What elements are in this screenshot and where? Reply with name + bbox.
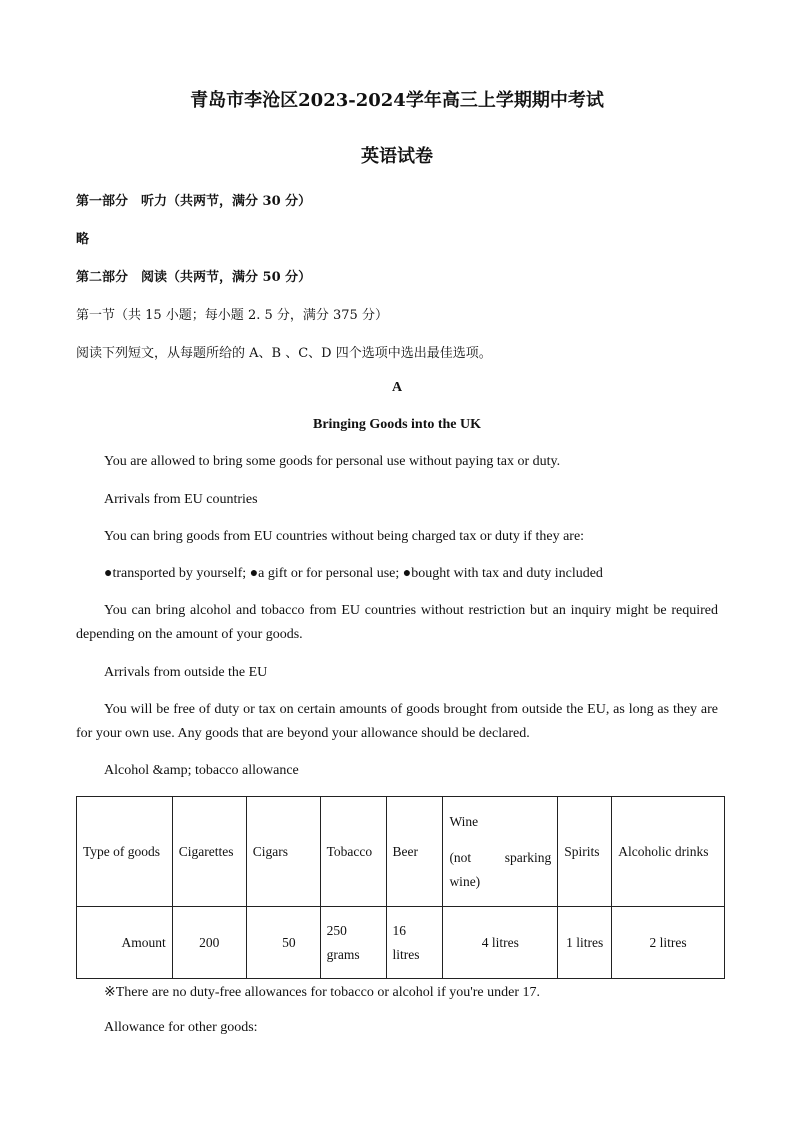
eu-heading: Arrivals from EU countries <box>104 492 258 507</box>
amount-cigarettes: 200 <box>172 907 246 979</box>
header-wine <box>443 797 558 907</box>
intro-paragraph: You are allowed to bring some goods for personal use without paying tax or duty. <box>104 454 561 469</box>
header-spirits: Spirits <box>558 797 612 907</box>
part1-heading: 第一部分 听力（共两节，满分 30 分） <box>76 194 312 209</box>
header-wine-not: (not <box>449 849 472 865</box>
allowance-table <box>76 796 725 979</box>
exam-title: 青岛市李沧区2023-2024学年高三上学期期中考试 <box>190 90 604 111</box>
passage-title: Bringing Goods into the UK <box>312 417 482 432</box>
amount-tobacco-unit: grams <box>326 946 360 962</box>
header-wine-sparking: sparking <box>504 849 552 865</box>
amount-spirits: 1 litres <box>558 907 612 979</box>
table-amount-row <box>77 907 725 979</box>
amount-beer <box>386 907 443 979</box>
table-footnote: ※There are no duty-free allowances for tobacco or alcohol if you're under 17. <box>104 985 541 1000</box>
amount-cigars: 50 <box>246 907 320 979</box>
header-wine-label: Wine <box>449 813 479 829</box>
table-header-row <box>77 797 725 907</box>
header-beer: Beer <box>386 797 443 907</box>
exam-subtitle: 英语试卷 <box>361 146 433 167</box>
amount-tobacco-value: 250 <box>326 922 347 938</box>
amount-tobacco <box>320 907 386 979</box>
amount-wine: 4 litres <box>443 907 558 979</box>
part1-note: 略 <box>76 232 90 247</box>
instruction-text: 阅读下列短文，从每题所给的 A、B 、C、D 四个选项中选出最佳选项。 <box>76 346 492 361</box>
allowance-heading: Alcohol &amp; tobacco allowance <box>104 763 299 778</box>
part2-heading: 第二部分 阅读（共两节，满分 50 分） <box>76 270 312 285</box>
amount-label: Amount <box>77 907 173 979</box>
eu-bullets: ●transported by yourself; ●a gift or for personal use; ●bought with tax and duty included <box>104 566 603 581</box>
outside-heading: Arrivals from outside the EU <box>104 665 268 680</box>
header-wine-end: wine) <box>449 873 481 889</box>
other-goods-heading: Allowance for other goods: <box>104 1020 258 1035</box>
amount-alcoholic-drinks: 2 litres <box>612 907 725 979</box>
header-cigarettes: Cigarettes <box>172 797 246 907</box>
header-type-of-goods: Type of goods <box>77 797 173 907</box>
eu-alcohol-paragraph: You can bring alcohol and tobacco from EU countries without restriction but an inquiry might be required depending on the amount of your goods. <box>76 603 718 642</box>
passage-label: A <box>391 380 403 395</box>
header-alcoholic-drinks: Alcoholic drinks <box>612 797 725 907</box>
header-cigars: Cigars <box>246 797 320 907</box>
outside-paragraph: You will be free of duty or tax on certain amounts of goods brought from outside the EU, as long as they are for your own use. Any goods that are beyond your allowance should be declared. <box>76 702 718 741</box>
amount-beer-value: 16 <box>392 922 407 938</box>
header-tobacco: Tobacco <box>320 797 386 907</box>
header-wine-note-line <box>449 846 551 870</box>
amount-beer-unit: litres <box>392 946 420 962</box>
eu-paragraph: You can bring goods from EU countries without being charged tax or duty if they are: <box>104 529 585 544</box>
section1-info: 第一节（共 15 小题；每小题 2. 5 分，满分 375 分） <box>76 308 388 323</box>
